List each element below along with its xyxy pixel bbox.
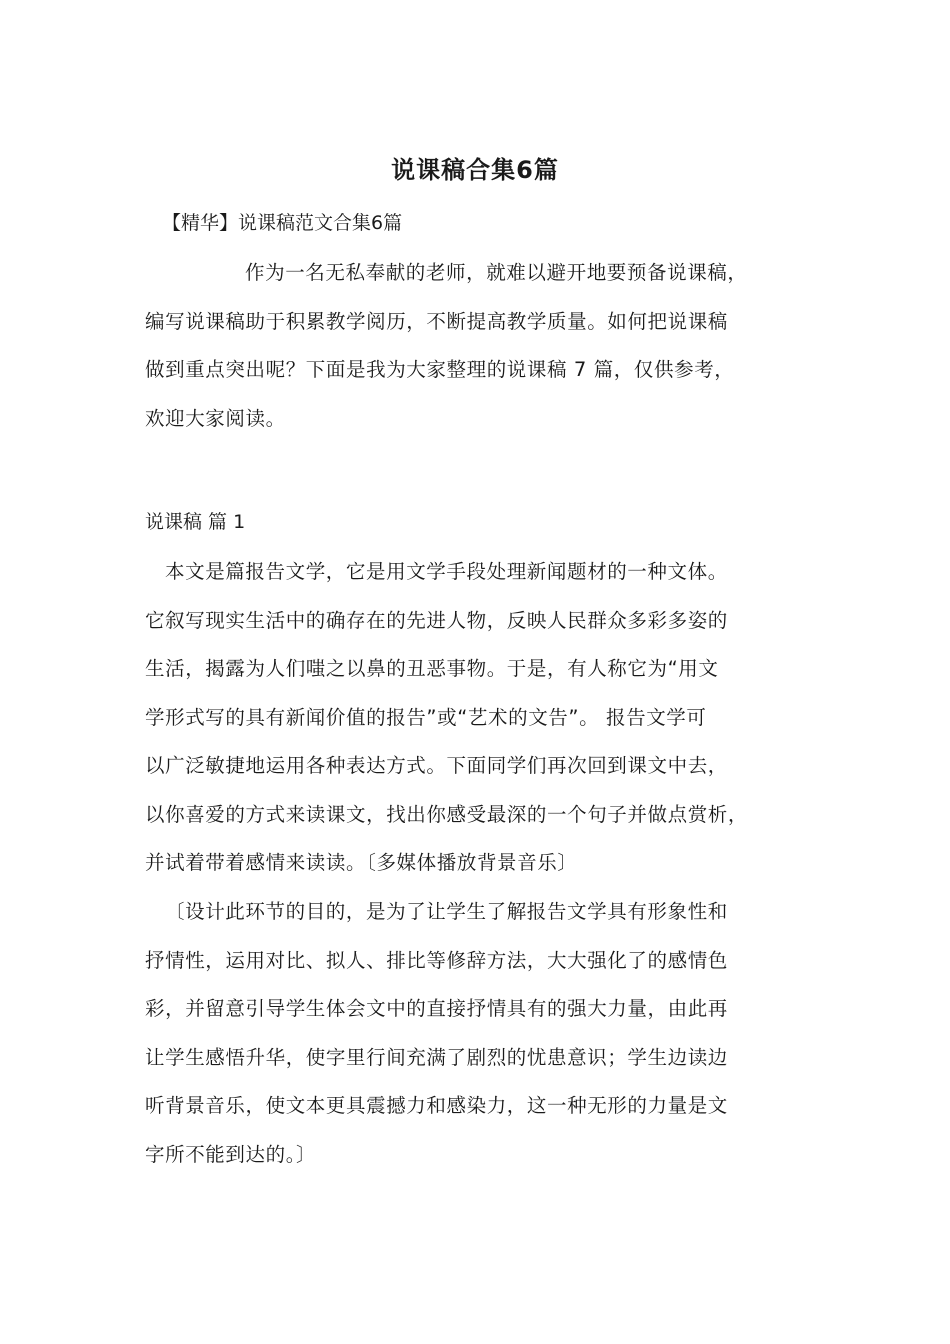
paragraph-line: 本文是篇报告文学，它是用文学手段处理新闻题材的一种文体。 bbox=[165, 560, 728, 583]
section-heading: 说课稿 篇 1 bbox=[145, 511, 246, 533]
intro-line: 编写说课稿助于积累教学阅历，不断提高教学质量。如何把说课稿 bbox=[145, 309, 728, 333]
paragraph-line: 并试着带着感情来读读。〔多媒体播放背景音乐〕 bbox=[145, 851, 578, 874]
paragraph-line: 它叙写现实生活中的确存在的先进人物，反映人民群众多彩多姿的 bbox=[145, 608, 728, 632]
paragraph-2 bbox=[145, 888, 825, 1179]
paragraph-line: 听背景音乐，使文本更具震撼力和感染力，这一种无形的力量是文 bbox=[145, 1094, 728, 1117]
paragraph-1 bbox=[145, 548, 825, 888]
intro-line: 作为一名无私奉献的老师，就难以避开地要预备说课稿， bbox=[245, 261, 748, 284]
document-subtitle: 【精华】说课稿范文合集6篇 bbox=[162, 212, 403, 234]
document-title: 说课稿合集6篇 bbox=[391, 156, 559, 184]
intro-line: 做到重点突出呢？下面是我为大家整理的说课稿 7 篇，仅供参考， bbox=[145, 358, 735, 381]
paragraph-line: 以广泛敏捷地运用各种表达方式。下面同学们再次回到课文中去， bbox=[145, 754, 728, 777]
paragraph-line: 〔设计此环节的目的，是为了让学生了解报告文学具有形象性和 bbox=[165, 900, 728, 923]
paragraph-line: 彩，并留意引导学生体会文中的直接抒情具有的强大力量，由此再 bbox=[145, 997, 728, 1020]
paragraph-line: 以你喜爱的方式来读课文，找出你感受最深的一个句子并做点赏析， bbox=[145, 802, 749, 826]
paragraph-line: 抒情性，运用对比、拟人、排比等修辞方法，大大强化了的感情色 bbox=[145, 948, 728, 972]
intro-paragraph bbox=[145, 249, 825, 443]
intro-line: 欢迎大家阅读。 bbox=[145, 406, 286, 430]
paragraph-line: 学形式写的具有新闻价值的报告”或“艺术的文告”。 报告文学可 bbox=[145, 705, 707, 729]
paragraph-line: 字所不能到达的。〕 bbox=[145, 1142, 317, 1166]
paragraph-line: 生活，揭露为人们嗤之以鼻的丑恶事物。于是，有人称它为“用文 bbox=[145, 657, 719, 680]
paragraph-line: 让学生感悟升华，使字里行间充满了剧烈的忧患意识；学生边读边 bbox=[145, 1045, 728, 1069]
